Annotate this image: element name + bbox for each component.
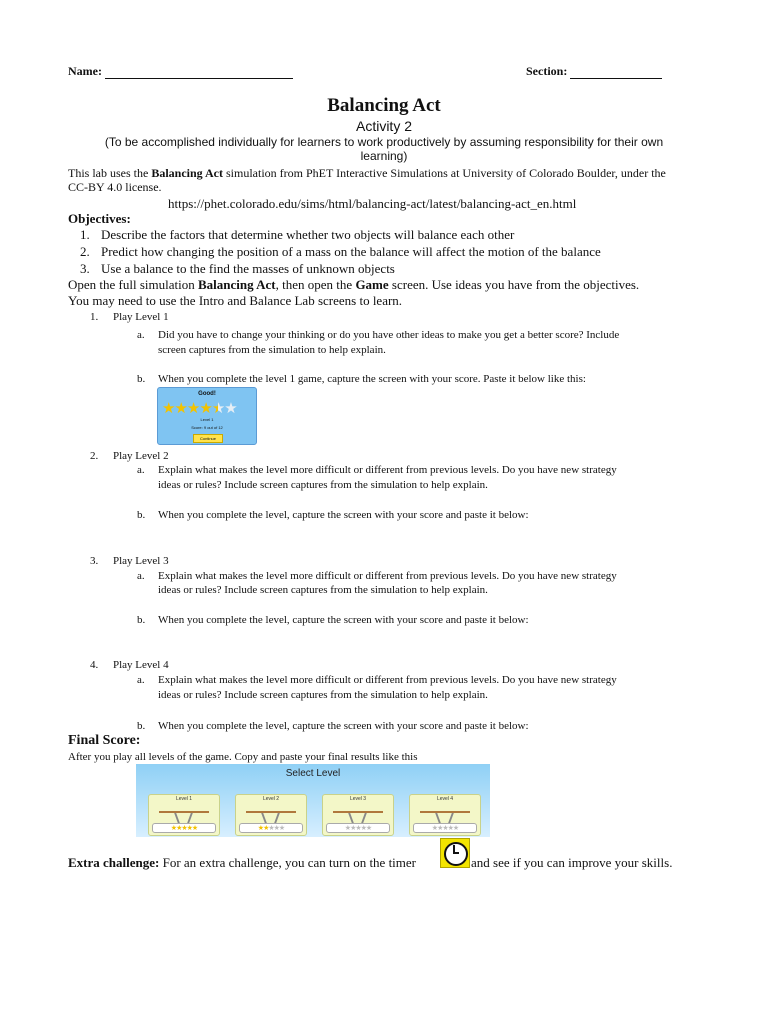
extra-challenge-label: Extra challenge:	[68, 855, 160, 870]
level-title: Play Level 2	[113, 450, 169, 462]
continue-button: Continue	[193, 434, 223, 443]
objective-num: 2.	[80, 244, 90, 259]
question-text-cont: ideas or rules? Include screen captures from the simulation to help explain.	[158, 689, 488, 701]
section-field-row	[526, 64, 662, 79]
level-star-strip: ★★★★★	[326, 823, 390, 833]
question-text-cont: ideas or rules? Include screen captures from the simulation to help explain.	[158, 584, 488, 596]
level-tile	[235, 794, 307, 836]
support-icon	[274, 813, 280, 823]
objective-text: Use a balance to the find the masses of unknown objects	[101, 261, 395, 276]
objective-item	[80, 244, 601, 260]
question-text-cont: ideas or rules? Include screen captures from the simulation to help explain.	[158, 479, 488, 491]
level-star-strip: ★★★★★	[239, 823, 303, 833]
objective-item	[80, 261, 395, 277]
level-num: 1.	[90, 311, 99, 323]
section-blank[interactable]	[570, 66, 662, 79]
support-icon	[361, 813, 367, 823]
objective-num: 1.	[80, 227, 90, 242]
star-icon: ★	[186, 401, 200, 417]
level-tile	[322, 794, 394, 836]
support-icon	[174, 813, 180, 823]
intro-sim-name: Balancing Act	[151, 166, 223, 180]
level-title: Play Level 4	[113, 659, 169, 671]
question-label: a.	[137, 674, 145, 686]
name-blank[interactable]	[105, 66, 293, 79]
task-text: When you complete the level 1 game, capture the screen with your score. Paste it below like this:	[158, 373, 586, 385]
open-instructions	[68, 277, 639, 293]
question-text: Explain what makes the level more difficult or different from previous levels. Do you have new strategy	[158, 674, 617, 686]
level-num: 2.	[90, 450, 99, 462]
support-icon	[448, 813, 454, 823]
intro-paragraph	[68, 166, 708, 180]
task-label: b.	[137, 720, 146, 732]
empty-star-icon: ★	[224, 401, 237, 417]
select-level-title: Select Level	[285, 768, 341, 779]
task-text: When you complete the level, capture the screen with your score and paste it below:	[158, 720, 529, 732]
support-icon	[261, 813, 267, 823]
level-star-strip: ★★★★★	[152, 823, 216, 833]
name-field-row	[68, 64, 293, 79]
open-pre: Open the full simulation	[68, 277, 198, 292]
star-rating	[162, 399, 237, 418]
score-heading: Good!	[198, 391, 216, 397]
objective-text: Predict how changing the position of a mass on the balance will affect the motion of the balance	[101, 244, 601, 259]
open-game-name: Game	[355, 277, 389, 292]
plank-icon	[420, 811, 470, 813]
question-label: a.	[137, 464, 145, 476]
support-icon	[435, 813, 441, 823]
open-post: screen. Use ideas you have from the objectives.	[388, 277, 640, 292]
star-icon: ★	[162, 401, 175, 417]
level-title: Play Level 3	[113, 555, 169, 567]
objective-text: Describe the factors that determine whether two objects will balance each other	[101, 227, 515, 242]
open-mid: , then open the	[275, 277, 356, 292]
level-tile	[409, 794, 481, 836]
level-tile-label: Level 3	[349, 796, 367, 802]
sim-url-link[interactable]: https://phet.colorado.edu/sims/html/balancing-act/latest/balancing-act_en.html	[168, 196, 577, 211]
level-tile	[148, 794, 220, 836]
score-level: Level 1	[200, 417, 214, 422]
open-instructions-line2: You may need to use the Intro and Balance Lab screens to learn.	[68, 293, 403, 308]
star-icon: ★	[199, 401, 212, 417]
question-text: Explain what makes the level more difficult or different from previous levels. Do you have new strategy	[158, 464, 617, 476]
level-num: 4.	[90, 659, 99, 671]
objectives-heading: Objectives:	[68, 211, 131, 226]
final-score-text: After you play all levels of the game. Copy and paste your final results like this	[68, 751, 418, 763]
task-text: When you complete the level, capture the screen with your score and paste it below:	[158, 509, 529, 521]
half-star-icon: ★	[211, 401, 225, 417]
question-label: a.	[137, 570, 145, 582]
plank-icon	[246, 811, 296, 813]
plank-icon	[159, 811, 209, 813]
section-label: Section:	[526, 64, 568, 78]
document-title: Balancing Act	[327, 95, 441, 116]
select-level-screenshot	[136, 764, 490, 837]
intro-mid: simulation from PhET Interactive Simulations at University of Colorado Boulder, under the	[223, 166, 666, 180]
plank-icon	[333, 811, 383, 813]
extra-challenge-post: and see if you can improve your skills.	[471, 855, 673, 870]
question-text-cont: screen captures from the simulation to help explain.	[158, 344, 386, 356]
name-label: Name:	[68, 64, 102, 78]
activity-subtitle: Activity 2	[355, 118, 412, 134]
objective-num: 3.	[80, 261, 90, 276]
intro-pre: This lab uses the	[68, 166, 152, 180]
extra-challenge-text	[68, 855, 416, 871]
task-label: b.	[137, 373, 146, 385]
activity-note: (To be accomplished individually for learners to work productively by assuming responsibility for their own learning)	[104, 135, 664, 163]
final-score-heading: Final Score:	[68, 733, 141, 748]
level-tile-label: Level 4	[436, 796, 454, 802]
timer-icon	[440, 838, 470, 868]
task-label: b.	[137, 509, 146, 521]
task-text: When you complete the level, capture the screen with your score and paste it below:	[158, 614, 529, 626]
level-tile-label: Level 1	[175, 796, 193, 802]
intro-license: CC-BY 4.0 license.	[68, 180, 162, 194]
objective-item	[80, 227, 515, 243]
score-screenshot	[157, 387, 257, 445]
level-star-strip: ★★★★★	[413, 823, 477, 833]
score-value: Score: 9 out of 12	[191, 425, 223, 430]
question-text: Explain what makes the level more difficult or different from previous levels. Do you have new strategy	[158, 570, 617, 582]
task-label: b.	[137, 614, 146, 626]
star-icon: ★	[174, 401, 187, 417]
support-icon	[348, 813, 354, 823]
level-num: 3.	[90, 555, 99, 567]
question-text: Did you have to change your thinking or do you have other ideas to make you get a better score? Include	[158, 329, 620, 341]
support-icon	[187, 813, 193, 823]
level-tile-label: Level 2	[262, 796, 280, 802]
question-label: a.	[137, 329, 145, 341]
extra-challenge-pre: For an extra challenge, you can turn on the timer	[159, 855, 417, 870]
open-sim-name: Balancing Act	[197, 277, 276, 292]
level-title: Play Level 1	[113, 311, 169, 323]
